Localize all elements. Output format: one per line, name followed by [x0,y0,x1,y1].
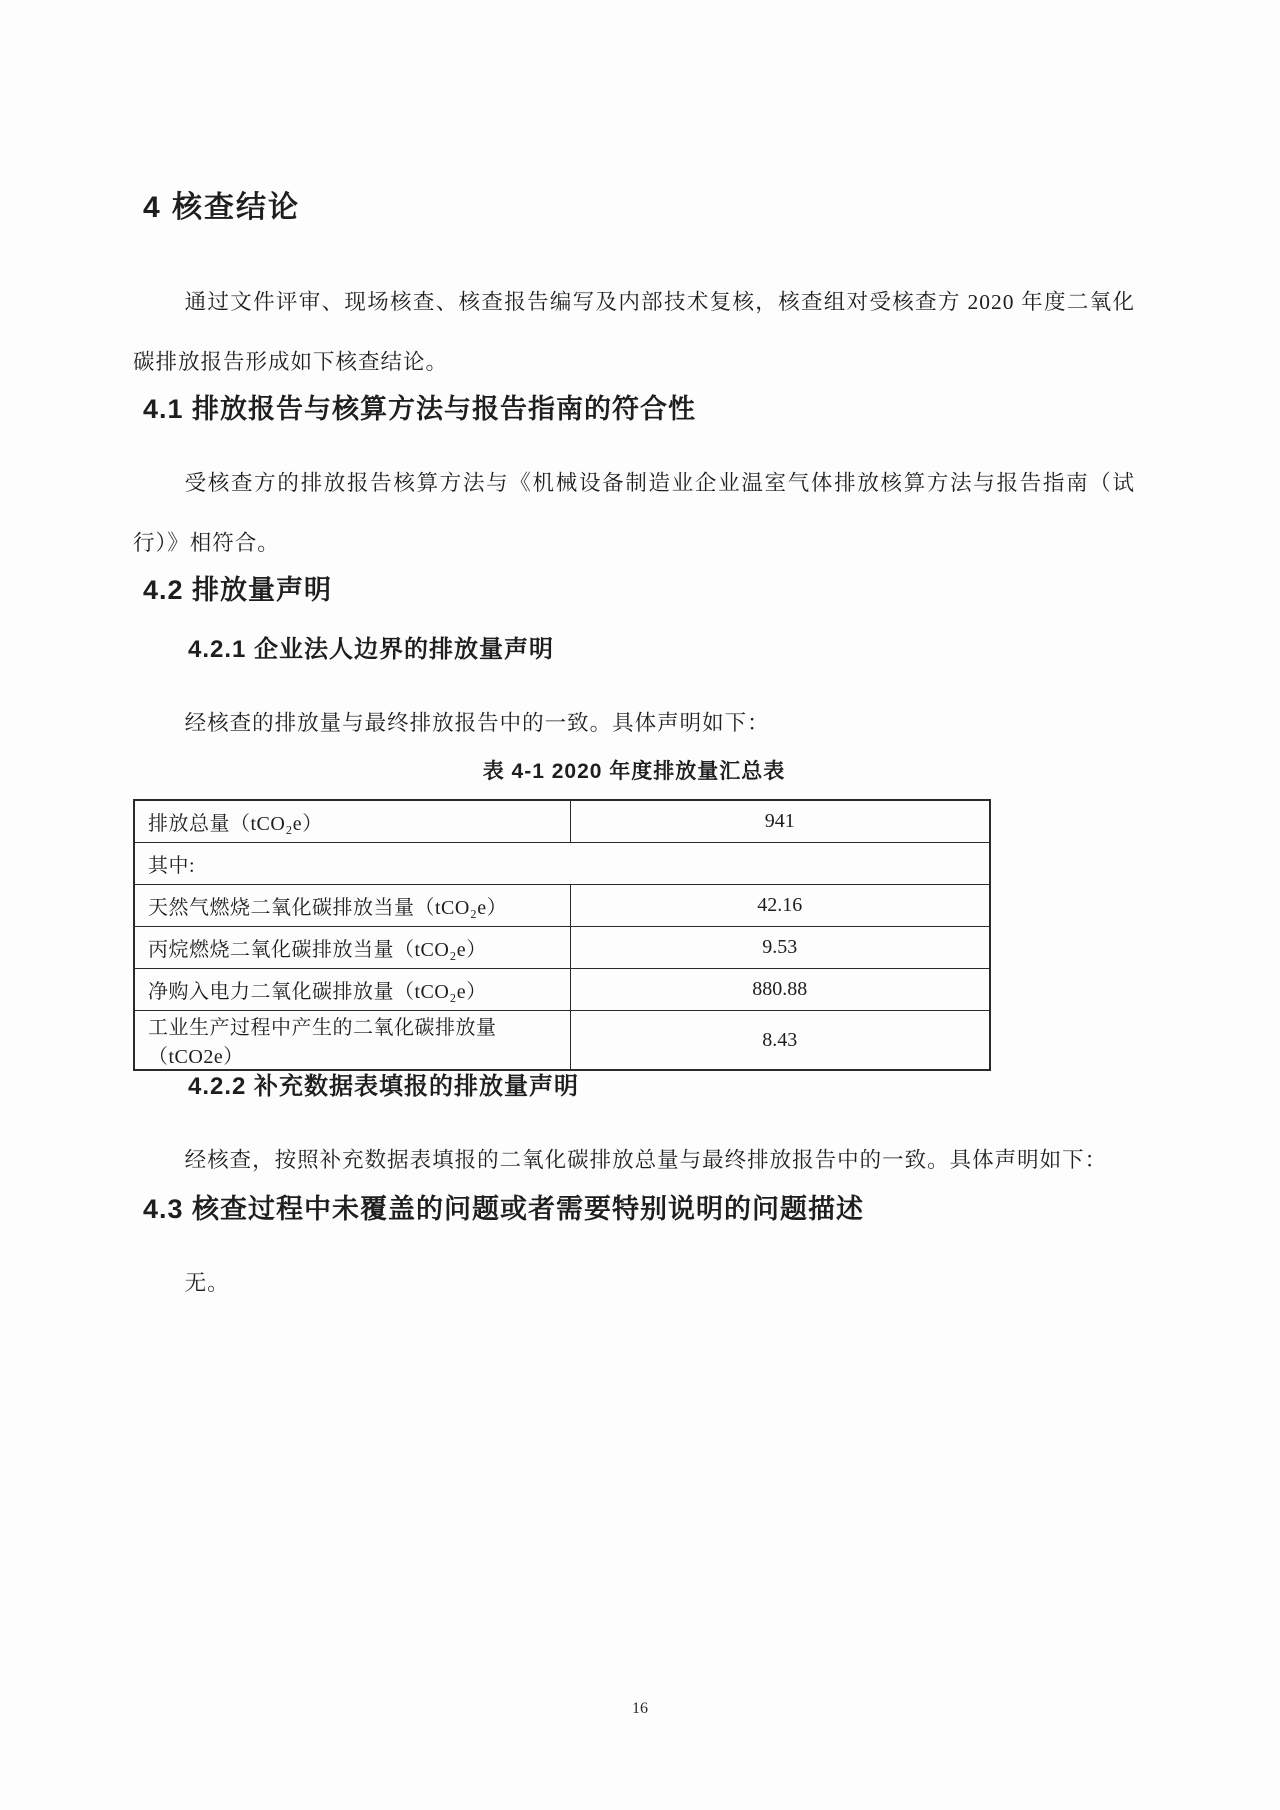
row-value: 42.16 [570,885,990,927]
section-4-2-1-paragraph: 经核查的排放量与最终排放报告中的一致。具体声明如下： [184,711,770,735]
section-4-2-1-heading: 4.2.1 企业法人边界的排放量声明 [188,636,555,663]
row-label: 天然气燃烧二氧化碳排放当量（tCO₂e） [134,885,570,927]
table-row-electricity [134,969,990,1011]
section-4-1-paragraph: 受核查方的排放报告核算方法与《机械设备制造业企业温室气体排放核算方法与报告指南（试行）》相符合。 [133,471,1135,555]
section-4-3-heading: 4.3 核查过程中未覆盖的问题或者需要特别说明的问题描述 [143,1194,865,1224]
section-4-heading: 4 核查结论 [143,191,301,224]
row-value: 880.88 [570,969,990,1011]
row-label: 排放总量（tCO₂e） [134,800,570,843]
table-row-industrial-process [134,1011,990,1071]
table-row-propane [134,927,990,969]
section-4-2-2-paragraph: 经核查，按照补充数据表填报的二氧化碳排放总量与最终排放报告中的一致。具体声明如下： [184,1148,1108,1172]
row-value: 8.43 [570,1011,990,1071]
table-row-among-which [134,843,990,885]
section-4-2-heading: 4.2 排放量声明 [143,575,333,605]
row-value: 941 [570,800,990,843]
section-4-2-2-heading: 4.2.2 补充数据表填报的排放量声明 [188,1073,580,1100]
row-label: 其中: [134,843,990,885]
emissions-summary-table [133,799,991,1071]
table-row-natural-gas [134,885,990,927]
row-label: 工业生产过程中产生的二氧化碳排放量（tCO2e） [134,1011,570,1071]
section-4-intro-paragraph: 通过文件评审、现场核查、核查报告编写及内部技术复核，核查组对受核查方 2020 年度二氧化碳排放报告形成如下核查结论。 [133,290,1135,374]
table-row-total [134,800,990,843]
section-4-1-heading: 4.1 排放报告与核算方法与报告指南的符合性 [143,394,697,424]
page-number: 16 [632,1700,648,1717]
section-4-3-paragraph: 无。 [184,1271,230,1295]
table-caption: 表 4-1 2020 年度排放量汇总表 [482,760,786,783]
row-label: 净购入电力二氧化碳排放量（tCO₂e） [134,969,570,1011]
row-value: 9.53 [570,927,990,969]
row-label: 丙烷燃烧二氧化碳排放当量（tCO₂e） [134,927,570,969]
